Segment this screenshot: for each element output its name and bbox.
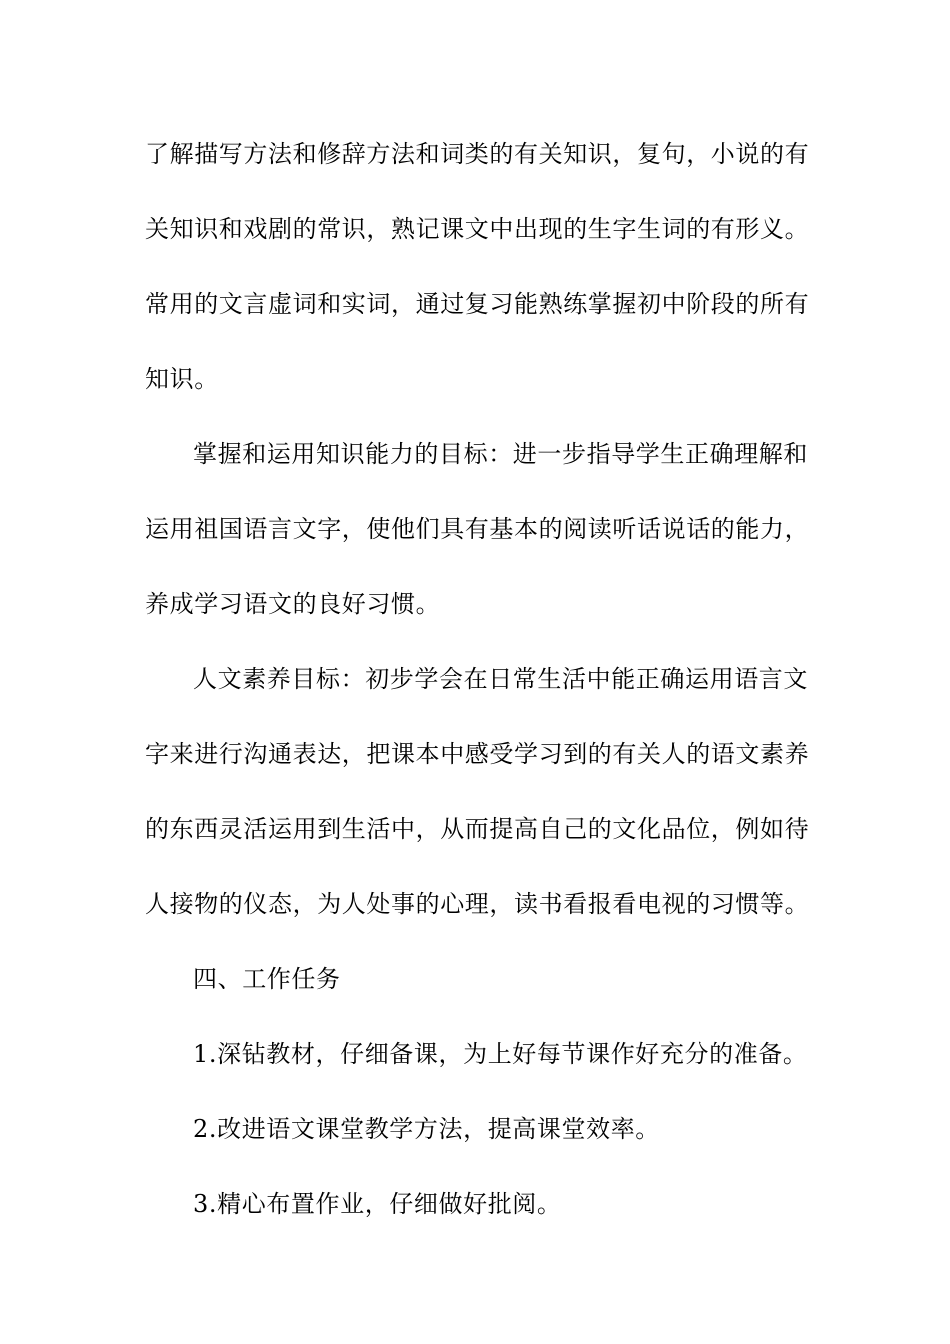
text-line: 人接物的仪态，为人处事的心理，读书看报看电视的习惯等。 (145, 890, 810, 918)
text-line: 人文素养目标：初步学会在日常生活中能正确运用语言文 (193, 665, 808, 693)
text-line: 掌握和运用知识能力的目标：进一步指导学生正确理解和 (193, 440, 808, 468)
text-line: 运用祖国语言文字，使他们具有基本的阅读听话说话的能力， (145, 515, 810, 543)
text-line: 的东西灵活运用到生活中，从而提高自己的文化品位，例如待 (145, 815, 810, 843)
text-line: 养成学习语文的良好习惯。 (145, 590, 441, 618)
text-line: 知识。 (145, 365, 219, 393)
task-item: 2.改进语文课堂教学方法，提高课堂效率。 (193, 1115, 660, 1143)
section-heading: 四、工作任务 (193, 965, 341, 993)
text-line: 关知识和戏剧的常识，熟记课文中出现的生字生词的有形义。 (145, 215, 810, 243)
text-line: 常用的文言虚词和实词，通过复习能熟练掌握初中阶段的所有 (145, 290, 810, 318)
text-line: 字来进行沟通表达，把课本中感受学习到的有关人的语文素养 (145, 740, 810, 768)
task-item: 1.深钻教材，仔细备课，为上好每节课作好充分的准备。 (193, 1040, 808, 1068)
task-item: 3.精心布置作业，仔细做好批阅。 (193, 1190, 562, 1218)
text-line: 了解描写方法和修辞方法和词类的有关知识，复句，小说的有 (145, 140, 810, 168)
